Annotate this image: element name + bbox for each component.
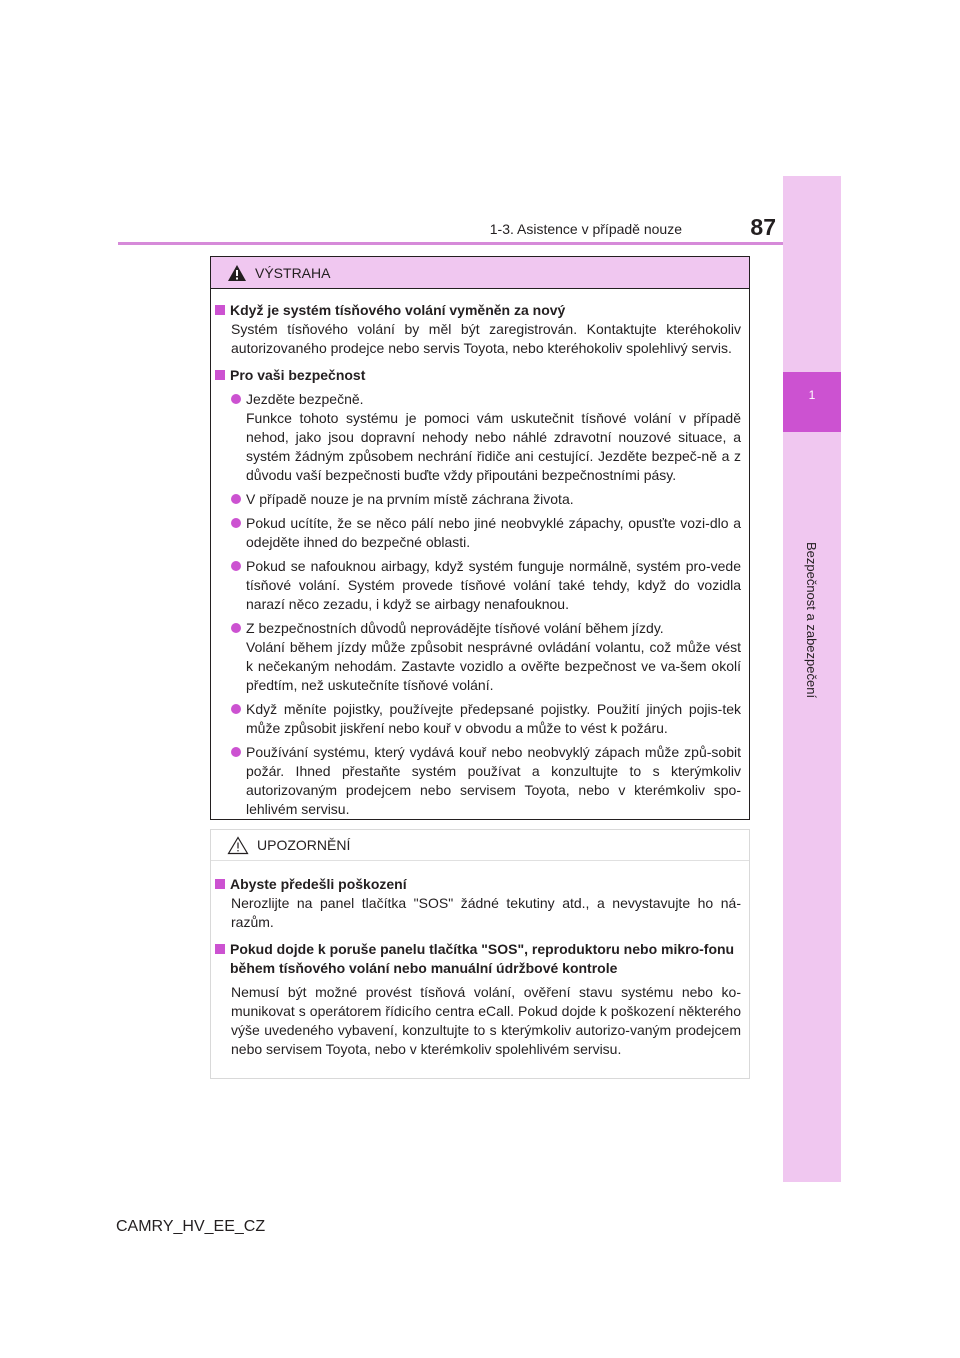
safety-bullet-text: Jezděte bezpečně. Funkce tohoto systému je pomoci vám uskutečnit tísňové volání v případě nehod, jako jsou dopravní nehody nebo náhlé zdravotní nouzové situace, a systém žádným způsobem nechrání řidiče ani cestující. Jezděte bezpeč-ně a z důvodu vaší bezpečnosti buďte vždy připoutáni bezpečnostními pásy. [246, 391, 741, 483]
round-bullet-icon [231, 494, 241, 504]
safety-bullet [215, 557, 741, 614]
safety-bullet [215, 490, 741, 509]
safety-bullet-text: Používání systému, který vydává kouř nebo neobvyklý zápach může způ-sobit požár. Ihned přestaňte systém používat a konzultujte to s kterýmkoliv autorizovaným prodejcem nebo servisem Toyota, nebo v kterémkoliv spo-lehlivém servisu. [246, 744, 741, 817]
safety-bullet [215, 619, 741, 695]
safety-bullet [215, 514, 741, 552]
document-code: CAMRY_HV_EE_CZ [116, 1218, 266, 1235]
square-bullet-icon [215, 370, 225, 380]
warning-item-text: Systém tísňového volání by měl být zaregistrován. Kontaktujte kteréhokoliv autorizovaného prodejce nebo servis Toyota, nebo kteréhokoliv spolehlivý servis. [231, 321, 741, 356]
caution-body [211, 861, 749, 1059]
safety-bullet-list [215, 390, 741, 819]
caution-item-heading: Pokud dojde k poruše panelu tlačítka "SOS", reproduktoru nebo mikro-fonu během tísňového volání nebo manuální údržbové kontrole [215, 940, 741, 978]
chapter-number-tab [783, 372, 841, 432]
round-bullet-icon [231, 747, 241, 757]
safety-heading: Pro vaši bezpečnost [215, 366, 741, 385]
safety-bullet-text: V případě nouze je na prvním místě záchrana života. [246, 491, 574, 507]
caution-item-text: Nerozlijte na panel tlačítka "SOS" žádné tekutiny atd., a nevystavujte ho ná-razům. [231, 895, 741, 930]
round-bullet-icon [231, 704, 241, 714]
caution-triangle-icon [227, 836, 249, 855]
caution-title: UPOZORNĚNÍ [257, 837, 351, 853]
safety-bullet [215, 700, 741, 738]
warning-body [211, 289, 749, 819]
square-bullet-icon [215, 305, 225, 315]
chapter-title: Bezpečnost a zabezpečení [804, 541, 820, 699]
safety-bullet [215, 390, 741, 485]
round-bullet-icon [231, 394, 241, 404]
header-rule [118, 242, 783, 245]
warning-box [210, 256, 750, 820]
round-bullet-icon [231, 518, 241, 528]
safety-bullet-text: Pokud se nafouknou airbagy, když systém funguje normálně, systém pro-vede tísňové volání. Systém provede tísňové volání také tehdy, když do vozidla narazí něco zezadu, i když se airbagy nenafouknou. [246, 558, 741, 612]
square-bullet-icon [215, 944, 225, 954]
warning-triangle-icon [227, 264, 247, 282]
round-bullet-icon [231, 623, 241, 633]
round-bullet-icon [231, 561, 241, 571]
caution-box [210, 829, 750, 1079]
page-number: 87 [750, 214, 776, 240]
warning-header [211, 257, 749, 289]
warning-item-heading: Když je systém tísňového volání vyměněn za nový [215, 301, 741, 320]
safety-bullet-text: Z bezpečnostních důvodů neprovádějte tísňové volání během jízdy. Volání během jízdy může způsobit nesprávné ovládání volantu, což může vést k nečekaným nehodám. Zastavte vozidlo a ověřte bezpečnost ve va-šem okolí předtím, než uskutečníte tísňové volání. [246, 620, 741, 693]
safety-bullet-text: Když měníte pojistky, používejte předepsané pojistky. Použití jiných pojis-tek může způsobit jiskření nebo kouř v obvodu a může to vést k požáru. [246, 701, 741, 736]
caution-item-heading: Abyste předešli poškození [215, 875, 741, 894]
square-bullet-icon [215, 879, 225, 889]
section-title: 1-3. Asistence v případě nouze [489, 221, 682, 237]
caution-item-text: Nemusí být možné provést tísňová volání, ověření stavu systému nebo ko-munikovat s operátorem řídicího centra eCall. Pokud dojde k poškození některého výše uvedeného vybavení, konzultujte to s kterýmkoliv autorizo-vaným prodejcem nebo servisem Toyota, nebo v kterémkoliv spolehlivém servisu. [231, 984, 741, 1057]
chapter-number: 1 [808, 388, 816, 402]
safety-bullet-text: Pokud ucítíte, že se něco pálí nebo jiné neobvyklé zápachy, opusťte vozi-dlo a odejděte ihned do bezpečné oblasti. [246, 515, 741, 550]
caution-header [211, 830, 749, 861]
safety-bullet [215, 743, 741, 819]
warning-title: VÝSTRAHA [255, 264, 331, 281]
